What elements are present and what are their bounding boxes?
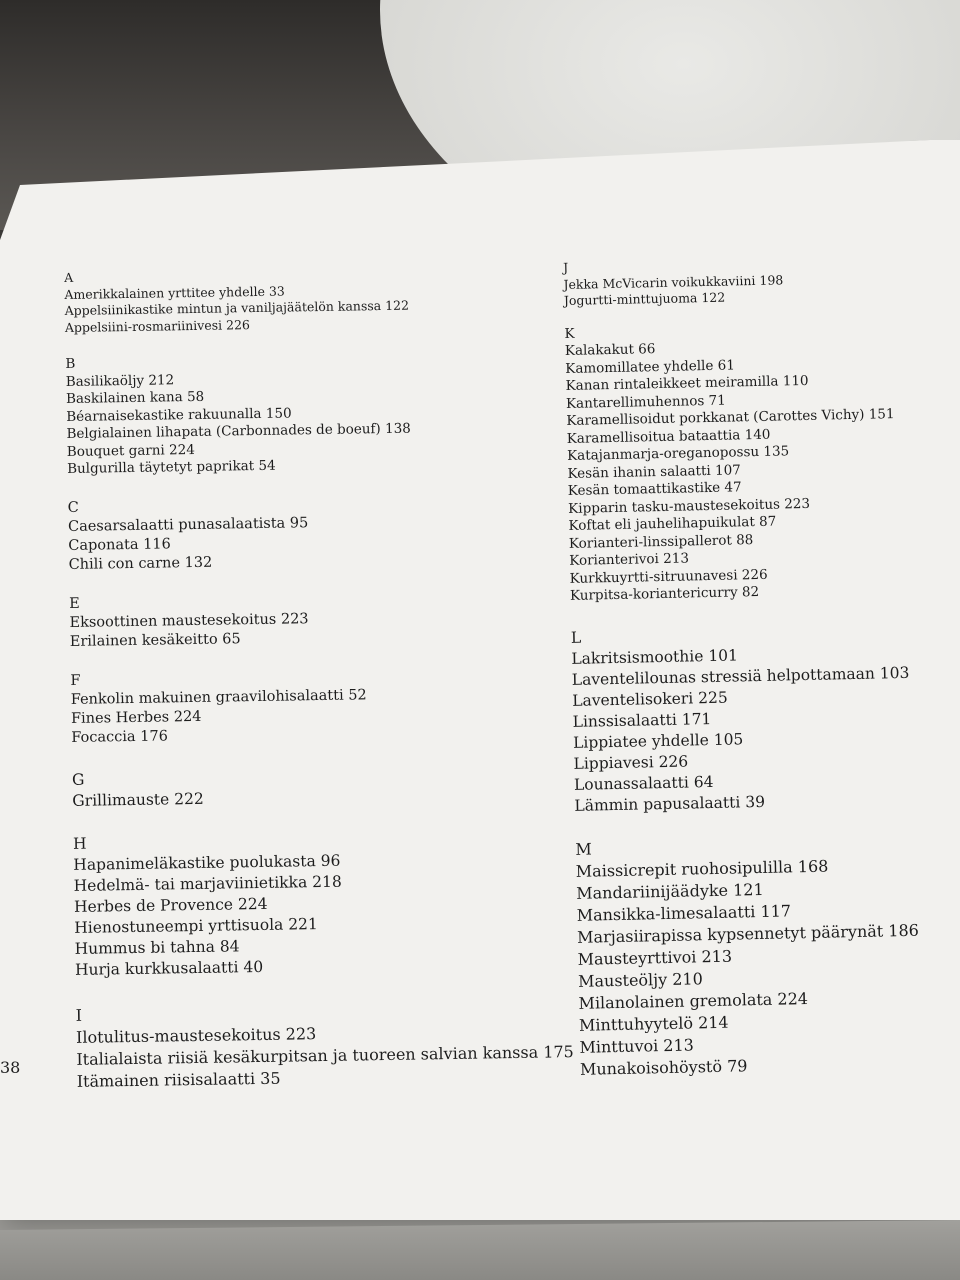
index-entry: Hedelmä- tai marjaviinietikka 218 [73, 872, 342, 895]
index-entry: Appelsiini-rosmariinivesi 226 [64, 316, 251, 335]
index-entry: Kesän ihanin salaatti 107 [567, 461, 741, 482]
index-entry: Laventelilounas stressiä helpottamaan 103 [571, 663, 910, 689]
index-section-c [68, 491, 529, 574]
section-letter: E [69, 595, 80, 612]
index-entry: Bouquet garni 224 [66, 441, 195, 460]
index-section-m [575, 830, 960, 1080]
index-section-h [73, 826, 535, 980]
index-entry: Hummus bi tahna 84 [74, 936, 240, 958]
index-entry: Ilotulitus-maustesekoitus 223 [75, 1023, 317, 1047]
index-entry: Linssisalaatti 171 [572, 709, 712, 731]
index-entry: Caponata 116 [68, 535, 171, 554]
index-entry: Lämmin papusalaatti 39 [574, 792, 766, 815]
index-entry: Korianteri-linssipallerot 88 [568, 531, 754, 552]
index-entry: Belgialainen lihapata (Carbonnades de boeuf) 138 [66, 420, 411, 442]
section-letter: H [72, 834, 87, 853]
index-entry: Chili con carne 132 [68, 554, 213, 573]
section-letter: G [71, 770, 85, 789]
index-entry: Karamellisoidut porkkanat (Carottes Vichy) 151 [566, 406, 895, 429]
index-entry: Béarnaisekastike rakuunalla 150 [66, 404, 292, 425]
index-entry: Mausteöljy 210 [577, 968, 703, 991]
index-section-g [72, 762, 533, 811]
index-entry: Kamomillatee yhdelle 61 [565, 356, 736, 377]
section-letter: A [64, 269, 74, 285]
section-letter: B [65, 355, 76, 372]
index-entry: Kalakakut 66 [564, 341, 656, 359]
index-entry: Milanolainen gremolata 224 [578, 988, 809, 1013]
section-letter: C [67, 499, 79, 516]
index-entry: Kesän tomaattikastike 47 [567, 479, 742, 499]
index-entry: Baskilainen kana 58 [65, 388, 205, 407]
index-entry: Katajanmarja-oreganopossu 135 [566, 443, 790, 464]
index-entry: Koftat eli jauhelihapuikulat 87 [568, 513, 777, 534]
index-entry: Karamellisoitua bataattia 140 [566, 426, 771, 447]
section-letter: L [570, 628, 582, 647]
index-section-k [564, 318, 950, 606]
index-entry: Amerikkalainen yrttitee yhdelle 33 [64, 283, 285, 302]
index-section-b [65, 349, 527, 479]
section-letter: M [575, 839, 592, 859]
index-entry: Kantarellimuhennos 71 [565, 392, 726, 412]
index-entry: Eksoottinen maustesekoitus 223 [69, 610, 309, 631]
index-entry: Marjasiirapissa kypsennetyt päärynät 186 [576, 920, 920, 947]
index-entry: Kurpitsa-koriantericurry 82 [569, 583, 760, 604]
index-entry: Hurja kurkkusalaatti 40 [74, 957, 264, 979]
index-entry: Lakritsismoothie 101 [571, 645, 739, 668]
index-entry: Mandariinijäädyke 121 [576, 879, 764, 903]
index-entry: Mansikka-limesalaatti 117 [576, 900, 792, 925]
index-entry: Focaccia 176 [71, 727, 169, 746]
page-number: 38 [0, 1058, 21, 1077]
index-entry: Caesarsalaatti punasalaatista 95 [67, 514, 309, 535]
index-entry: Hapanimeläkastike puolukasta 96 [73, 851, 341, 874]
index-section-e [69, 587, 530, 651]
index-section-i [75, 997, 574, 1092]
index-entry: Jekka McVicarin voikukkaviini 198 [563, 271, 784, 292]
index-section-a [64, 263, 525, 336]
section-letter: J [563, 259, 569, 275]
index-entry: Korianterivoi 213 [569, 550, 690, 569]
section-letter: I [75, 1005, 83, 1025]
index-entry: Laventelisokeri 225 [572, 688, 728, 710]
index-entry: Appelsiinikastike mintun ja vaniljajäätelön kanssa 122 [64, 297, 410, 318]
index-entry: Bulgurilla täytetyt paprikat 54 [67, 457, 276, 477]
index-entry: Fenkolin makuinen graavilohisalaatti 52 [70, 686, 367, 708]
index-entry: Maissicrepit ruohosipulilla 168 [575, 856, 829, 881]
index-entry: Kanan rintaleikkeet meiramilla 110 [565, 372, 809, 394]
index-entry: Lippiatee yhdelle 105 [572, 729, 744, 752]
index-section-f [70, 664, 531, 747]
index-entry: Erilainen kesäkeitto 65 [69, 630, 241, 650]
index-section-j [563, 252, 944, 309]
index-entry: Fines Herbes 224 [70, 708, 202, 727]
index-entry: Grillimauste 222 [72, 789, 204, 810]
index-entry: Jogurtti-minttujuoma 122 [563, 289, 726, 308]
index-entry: Hienostuneempi yrttisuola 221 [74, 914, 318, 937]
index-entry: Italialaista riisiä kesäkurpitsan ja tuoreen salvian kanssa 175 [76, 1041, 574, 1069]
index-entry: Munakoisohöystö 79 [579, 1055, 748, 1079]
index-entry: Herbes de Provence 224 [73, 894, 268, 916]
index-entry: Lounassalaatti 64 [573, 772, 714, 794]
section-letter: F [70, 672, 81, 689]
index-entry: Mausteyrttivoi 213 [577, 946, 733, 969]
index-entry: Basilikaöljy 212 [65, 371, 175, 390]
index-column-left [64, 263, 574, 1093]
index-section-l [571, 619, 955, 816]
index-entry: Minttuvoi 213 [579, 1034, 695, 1057]
index-entry: Kurkkuyrtti-sitruunavesi 226 [569, 566, 768, 587]
index-entry: Minttuhyytelö 214 [578, 1012, 729, 1035]
index-entry: Itämainen riisisalaatti 35 [76, 1068, 281, 1091]
section-letter: K [564, 325, 575, 342]
index-entry: Kipparin tasku-maustesekoitus 223 [568, 495, 811, 517]
index-entry: Lippiavesi 226 [573, 751, 689, 773]
index-column-right [563, 252, 960, 1080]
